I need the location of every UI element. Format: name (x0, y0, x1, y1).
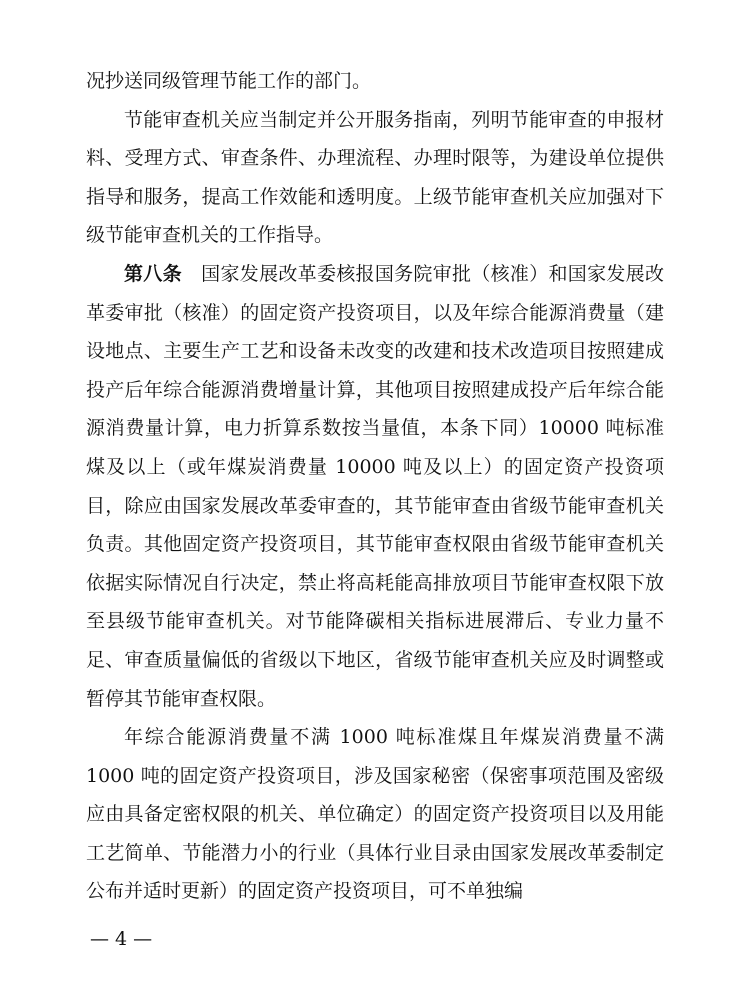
article-number: 第八条 (124, 262, 182, 285)
paragraph-exemptions: 年综合能源消费量不满 1000 吨标准煤且年煤炭消费量不满 1000 吨的固定资产投资项目，涉及国家秘密（保密事项范围及密级应由具备定密权限的机关、单位确定）的固定资产投资项目以及用能工艺简单、节能潜力小的行业（具体行业目录由国家发展改革委制定公布并适时更新）的固定资产投资项目，可不单独编 (86, 726, 664, 903)
paragraph-service-guide: 节能审查机关应当制定并公开服务指南，列明节能审查的申报材料、受理方式、审查条件、办理流程、办理时限等，为建设单位提供指导和服务，提高工作效能和透明度。上级节能审查机关应加强对下级节能审查机关的工作指导。 (86, 108, 664, 247)
page-number: — 4 — (90, 928, 153, 950)
paragraph-article-8 (86, 255, 664, 718)
document-body (86, 62, 664, 911)
article-8-text: 国家发展改革委核报国务院审批（核准）和国家发展改革委审批（核准）的固定资产投资项目，以及年综合能源消费量（建设地点、主要生产工艺和设备未改变的改建和技术改造项目按照建成投产后年综合能源消费增量计算，其他项目按照建成投产后年综合能源消费量计算，电力折算系数按当量值，本条下同）10000 吨标准煤及以上（或年煤炭消费量 10000 吨及以上）的固定资产投资项目，除应由国家发展改革委审查的，其节能审查由省级节能审查机关负责。其他固定资产投资项目，其节能审查权限由省级节能审查机关依据实际情况自行决定，禁止将高耗能高排放项目节能审查权限下放至县级节能审查机关。对节能降碳相关指标进展滞后、专业力量不足、审查质量偏低的省级以下地区，省级节能审查机关应及时调整或暂停其节能审查权限。 (86, 262, 664, 710)
paragraph-continuation: 况抄送同级管理节能工作的部门。 (86, 70, 372, 92)
